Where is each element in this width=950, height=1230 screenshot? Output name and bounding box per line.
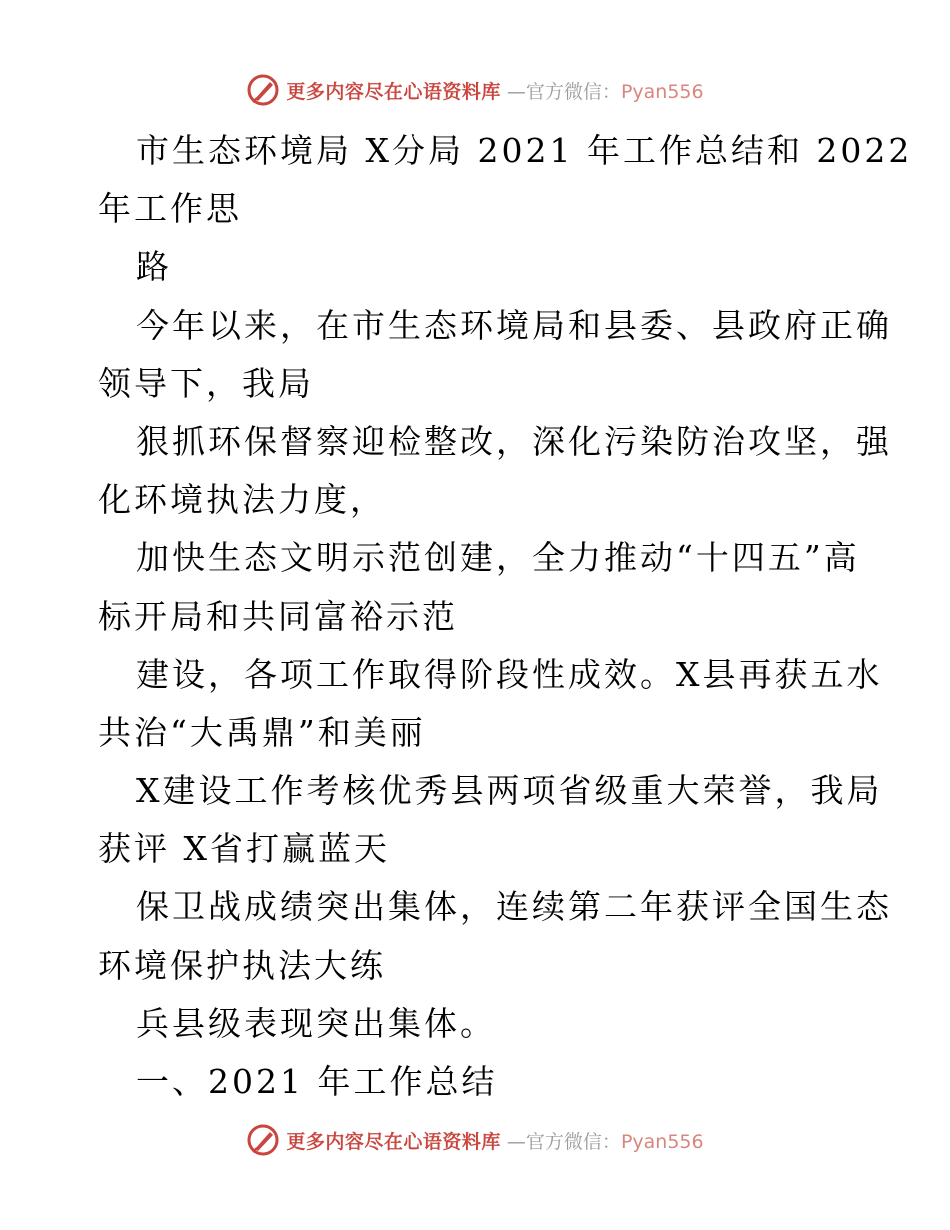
watermark-brand-text: 更多内容尽在心语资料库: [286, 1130, 501, 1153]
watermark-wechat-id: Pyan556: [620, 1130, 704, 1153]
watermark-brand-text: 更多内容尽在心语资料库: [286, 80, 501, 103]
watermark-official-text: —官方微信：: [506, 1130, 621, 1153]
watermark-official-text: —官方微信：: [506, 80, 621, 103]
watermark-official-label: [507, 77, 704, 104]
paragraph-line: 今年以来，在市生态环境局和县委、县政府正确: [136, 305, 892, 345]
title-line-1: 市生态环境局 X分局 2021 年工作总结和 2022: [136, 131, 913, 170]
watermark-brand: [246, 73, 703, 107]
title-line-3: 路: [136, 247, 172, 287]
quill-pen-logo-icon: [246, 1123, 280, 1157]
quill-pen-logo-icon: [246, 73, 280, 107]
document-body: [98, 122, 913, 1111]
section-heading: 一、2021 年工作总结: [136, 1062, 498, 1101]
paragraph-line: 加快生态文明示范创建，全力推动“十四五”高: [136, 538, 860, 578]
watermark-wechat-id: Pyan556: [620, 80, 704, 103]
paragraph-line: 狠抓环保督察迎检整改，深化污染防治攻坚，强: [136, 421, 892, 461]
paragraph-line: 领导下，我局: [98, 363, 314, 403]
paragraph-line: 兵县级表现突出集体。: [136, 1003, 496, 1043]
header-watermark: [0, 70, 950, 110]
paragraph-line: 标开局和共同富裕示范: [98, 596, 458, 636]
paragraph-line: 建设，各项工作取得阶段性成效。X县再获五水: [136, 654, 883, 694]
footer-watermark: [0, 1120, 950, 1160]
paragraph-line: 共治“大禹鼎”和美丽: [98, 712, 426, 752]
paragraph-line: 化环境执法力度，: [98, 480, 386, 520]
paragraph-line: 获评 X省打赢蓝天: [98, 829, 390, 869]
paragraph-line: X建设工作考核优秀县两项省级重大荣誉，我局: [136, 771, 883, 811]
paragraph-line: 环境保护执法大练: [98, 945, 386, 985]
watermark-brand: [246, 1123, 703, 1157]
paragraph-line: 保卫战成绩突出集体，连续第二年获评全国生态: [136, 887, 892, 927]
title-line-2: 年工作思: [98, 189, 242, 229]
watermark-official-label: [507, 1127, 704, 1154]
